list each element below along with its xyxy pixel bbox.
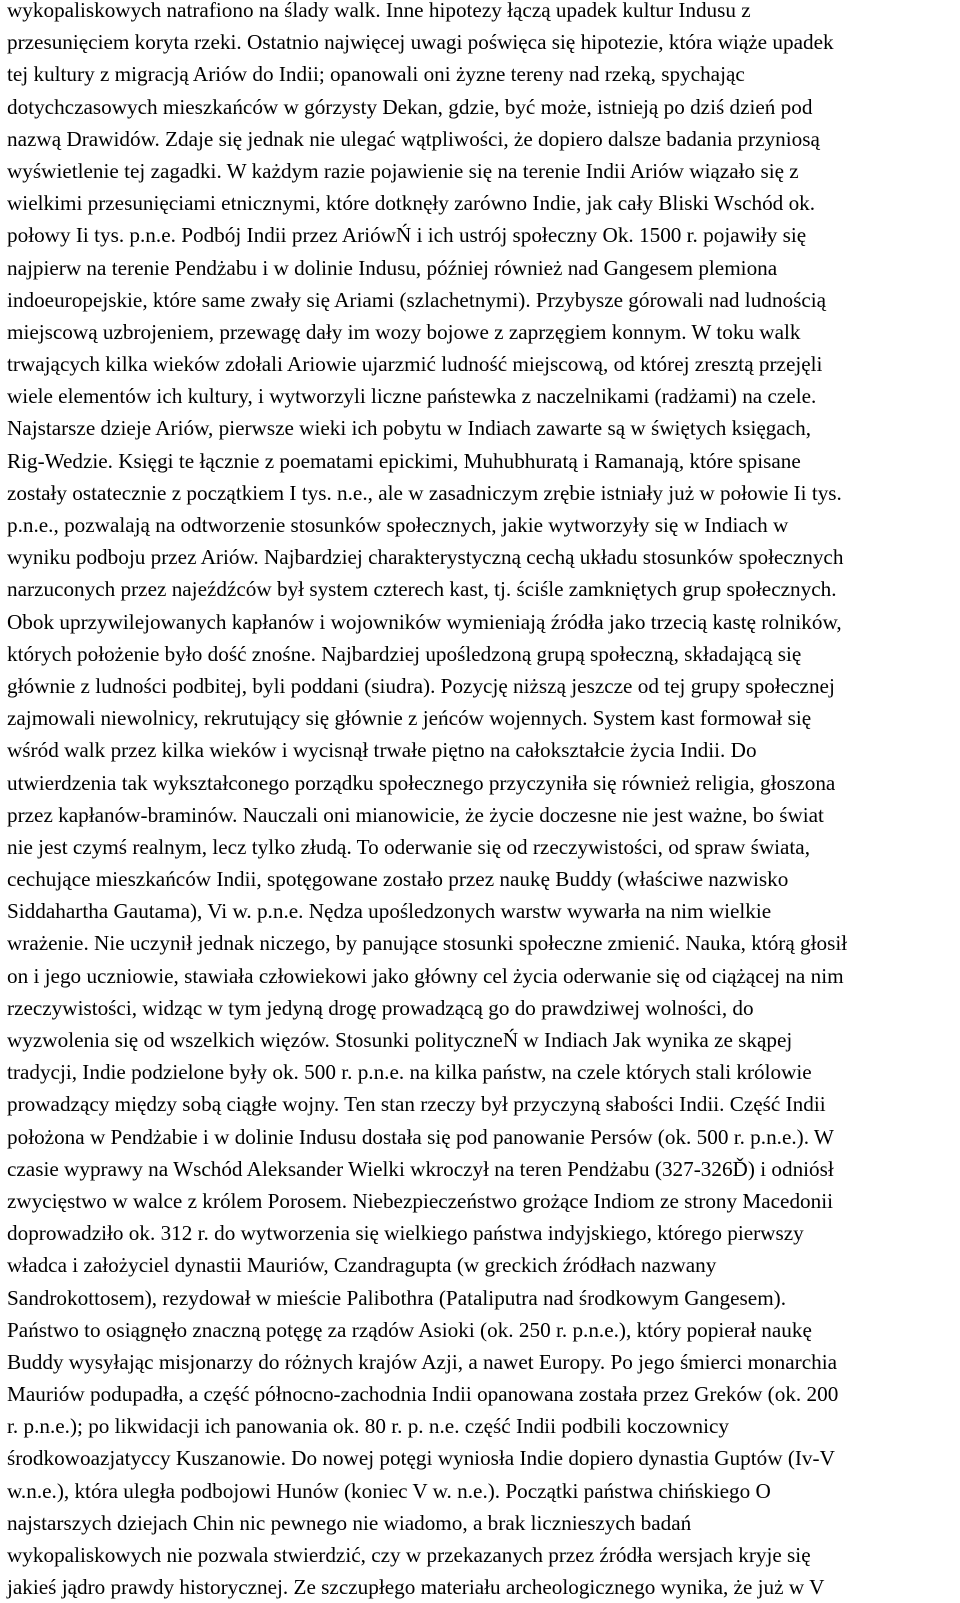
text-line: nie jest czymś realnym, lecz tylko złudą. To oderwanie się od rzeczywistości, od spraw świata, — [7, 834, 810, 859]
text-line: czasie wyprawy na Wschód Aleksander Wielki wkroczył na teren Pendżabu (327-326Ď) i odniósł — [7, 1156, 834, 1181]
text-line: wykopaliskowych natrafiono na ślady walk. Inne hipotezy łączą upadek kultur Indusu z — [7, 0, 751, 22]
text-line: rzeczywistości, widząc w tym jedyną drogę prowadzącą go do prawdziwej wolności, do — [7, 995, 754, 1020]
text-line: wyniku podboju przez Ariów. Najbardziej charakterystyczną cechą układu stosunków społecznych — [7, 545, 844, 570]
text-line: Państwo to osiągnęło znaczną potęgę za rządów Asioki (ok. 250 r. p.n.e.), który popierał naukę — [7, 1317, 812, 1342]
text-line: połowy Ii tys. p.n.e. Podbój Indii przez AriówŃ i ich ustrój społeczny Ok. 1500 r. pojawiły się — [7, 223, 807, 248]
text-line: wśród walk przez kilka wieków i wycisnął trwałe piętno na całokształcie życia Indii. Do — [7, 738, 757, 763]
text-line: tej kultury z migracją Ariów do Indii; opanowali oni żyzne tereny nad rzeką, spychając — [7, 62, 745, 87]
text-line: środkowoazjatyccy Kuszanowie. Do nowej potęgi wyniosła Indie dopiero dynastia Guptów (Iv-V — [7, 1446, 835, 1471]
text-line: utwierdzenia tak wykształconego porządku społecznego przyczyniła się również religia, głoszona — [7, 770, 836, 795]
text-line: wrażenie. Nie uczynił jednak niczego, by panujące stosunki społeczne zmienić. Nauka, którą głosił — [7, 931, 848, 956]
text-line: nazwą Drawidów. Zdaje się jednak nie ulegać wątpliwości, że dopiero dalsze badania przyniosą — [7, 126, 820, 151]
text-line: Sandrokottosem), rezydował w mieście Palibothra (Pataliputra nad środkowym Gangesem). — [7, 1285, 787, 1310]
text-line: Buddy wysyłając misjonarzy do różnych krajów Azji, a nawet Europy. Po jego śmierci monarchia — [7, 1349, 838, 1374]
text-line: miejscową uzbrojeniem, przewagę dały im wozy bojowe z zaprzęgiem konnym. W toku walk — [7, 319, 801, 344]
text-line: najstarszych dziejach Chin nic pewnego nie wiadomo, a brak licznieszych badań — [7, 1510, 692, 1535]
text-line: Najstarsze dzieje Ariów, pierwsze wieki ich pobytu w Indiach zawarte są w świętych księgach, — [7, 416, 812, 441]
text-line: władca i założyciel dynastii Mauriów, Czandragupta (w greckich źródłach nazwany — [7, 1253, 717, 1278]
text-line: Rig-Wedzie. Księgi te łącznie z poematami epickimi, Muhubhuratą i Ramanają, które spisane — [7, 448, 801, 473]
text-line: zwycięstwo w walce z królem Porosem. Niebezpieczeństwo grożące Indiom ze strony Macedonii — [7, 1188, 834, 1213]
text-line: Mauriów podupadła, a część północno-zachodnia Indii opanowana została przez Greków (ok. 200 — [7, 1382, 839, 1407]
text-line: jakieś jądro prawdy historycznej. Ze szczupłego materiału archeologicznego wynika, że już w V — [7, 1575, 825, 1600]
text-line: przez kapłanów-braminów. Nauczali oni mianowicie, że życie doczesne nie jest ważne, bo świat — [7, 802, 824, 827]
text-line: głównie z ludności podbitej, byli poddani (siudra). Pozycję niższą jeszcze od tej grupy społecznej — [7, 673, 835, 698]
text-line: dotychczasowych mieszkańców w górzysty Dekan, gdzie, być może, istnieją po dziś dzień pod — [7, 94, 813, 119]
body-text — [7, 0, 955, 1603]
text-line: Siddahartha Gautama), Vi w. p.n.e. Nędza upośledzonych warstw wywarła na nim wielkie — [7, 899, 772, 924]
text-line: wykopaliskowych nie pozwala stwierdzić, czy w przekazanych przez źródła wersjach kryje się — [7, 1543, 811, 1567]
text-line: p.n.e., pozwalają na odtworzenie stosunków społecznych, jakie wytworzyły się w Indiach w — [7, 513, 789, 537]
text-line: cechujące mieszkańców Indii, spotęgowane zostało przez naukę Buddy (właściwe nazwisko — [7, 867, 789, 892]
text-line: przesunięciem koryta rzeki. Ostatnio najwięcej uwagi poświęca się hipotezie, która wiąże upadek — [7, 30, 834, 55]
text-line: trwających kilka wieków zdołali Ariowie ujarzmić ludność miejscową, od której zresztą przejęli — [7, 352, 823, 377]
text-line: zostały ostatecznie z początkiem I tys. n.e., ale w zasadniczym zrębie istniały już w połowie Ii tys. — [7, 480, 842, 505]
text-line: wiele elementów ich kultury, i wytworzyli liczne państewka z naczelnikami (radżami) na czele. — [7, 384, 817, 409]
text-line: najpierw na terenie Pendżabu i w dolinie Indusu, później również nad Gangesem plemiona — [7, 255, 778, 280]
text-line: zajmowali niewolnicy, rekrutujący się głównie z jeńców wojennych. System kast formował się — [7, 706, 812, 731]
text-line: narzuconych przez najeźdźców był system czterech kast, tj. ściśle zamkniętych grup społecznych. — [7, 577, 837, 602]
text-line: on i jego uczniowie, stawiała człowiekowi jako główny cel życia oderwanie się od ciążącej na nim — [7, 963, 844, 988]
text-line: wielkimi przesunięciami etnicznymi, które dotknęły zarówno Indie, jak cały Bliski Wschód ok. — [7, 191, 816, 216]
text-line: w.n.e.), która uległa podbojowi Hunów (koniec V w. n.e.). Początki państwa chińskiego O — [7, 1478, 771, 1503]
text-line: indoeuropejskie, które same zwały się Ariami (szlachetnymi). Przybysze górowali nad ludnością — [7, 287, 827, 312]
text-line: których położenie było dość znośne. Najbardziej upośledzoną grupą społeczną, składającą się — [7, 641, 802, 666]
text-line: położona w Pendżabie i w dolinie Indusu dostała się pod panowanie Persów (ok. 500 r. p.n.e.). W — [7, 1124, 834, 1149]
text-line: r. p.n.e.); po likwidacji ich panowania ok. 80 r. p. n.e. część Indii podbili koczownicy — [7, 1414, 729, 1439]
text-line: wyzwolenia się od wszelkich więzów. Stosunki polityczneŃ w Indiach Jak wynika ze skąpej — [7, 1028, 793, 1052]
text-line: doprowadziło ok. 312 r. do wytworzenia się wielkiego państwa indyjskiego, którego pierwszy — [7, 1221, 804, 1246]
text-line: prowadzący między sobą ciągłe wojny. Ten stan rzeczy był przyczyną słabości Indii. Część Indii — [7, 1092, 826, 1117]
text-line: Obok uprzywilejowanych kapłanów i wojowników wymieniają źródła jako trzecią kastę rolników, — [7, 609, 842, 634]
text-line: wyświetlenie tej zagadki. W każdym razie pojawienie się na terenie Indii Ariów wiązało się z — [7, 158, 799, 183]
text-line: tradycji, Indie podzielone były ok. 500 r. p.n.e. na kilka państw, na czele których stali królowie — [7, 1060, 812, 1085]
